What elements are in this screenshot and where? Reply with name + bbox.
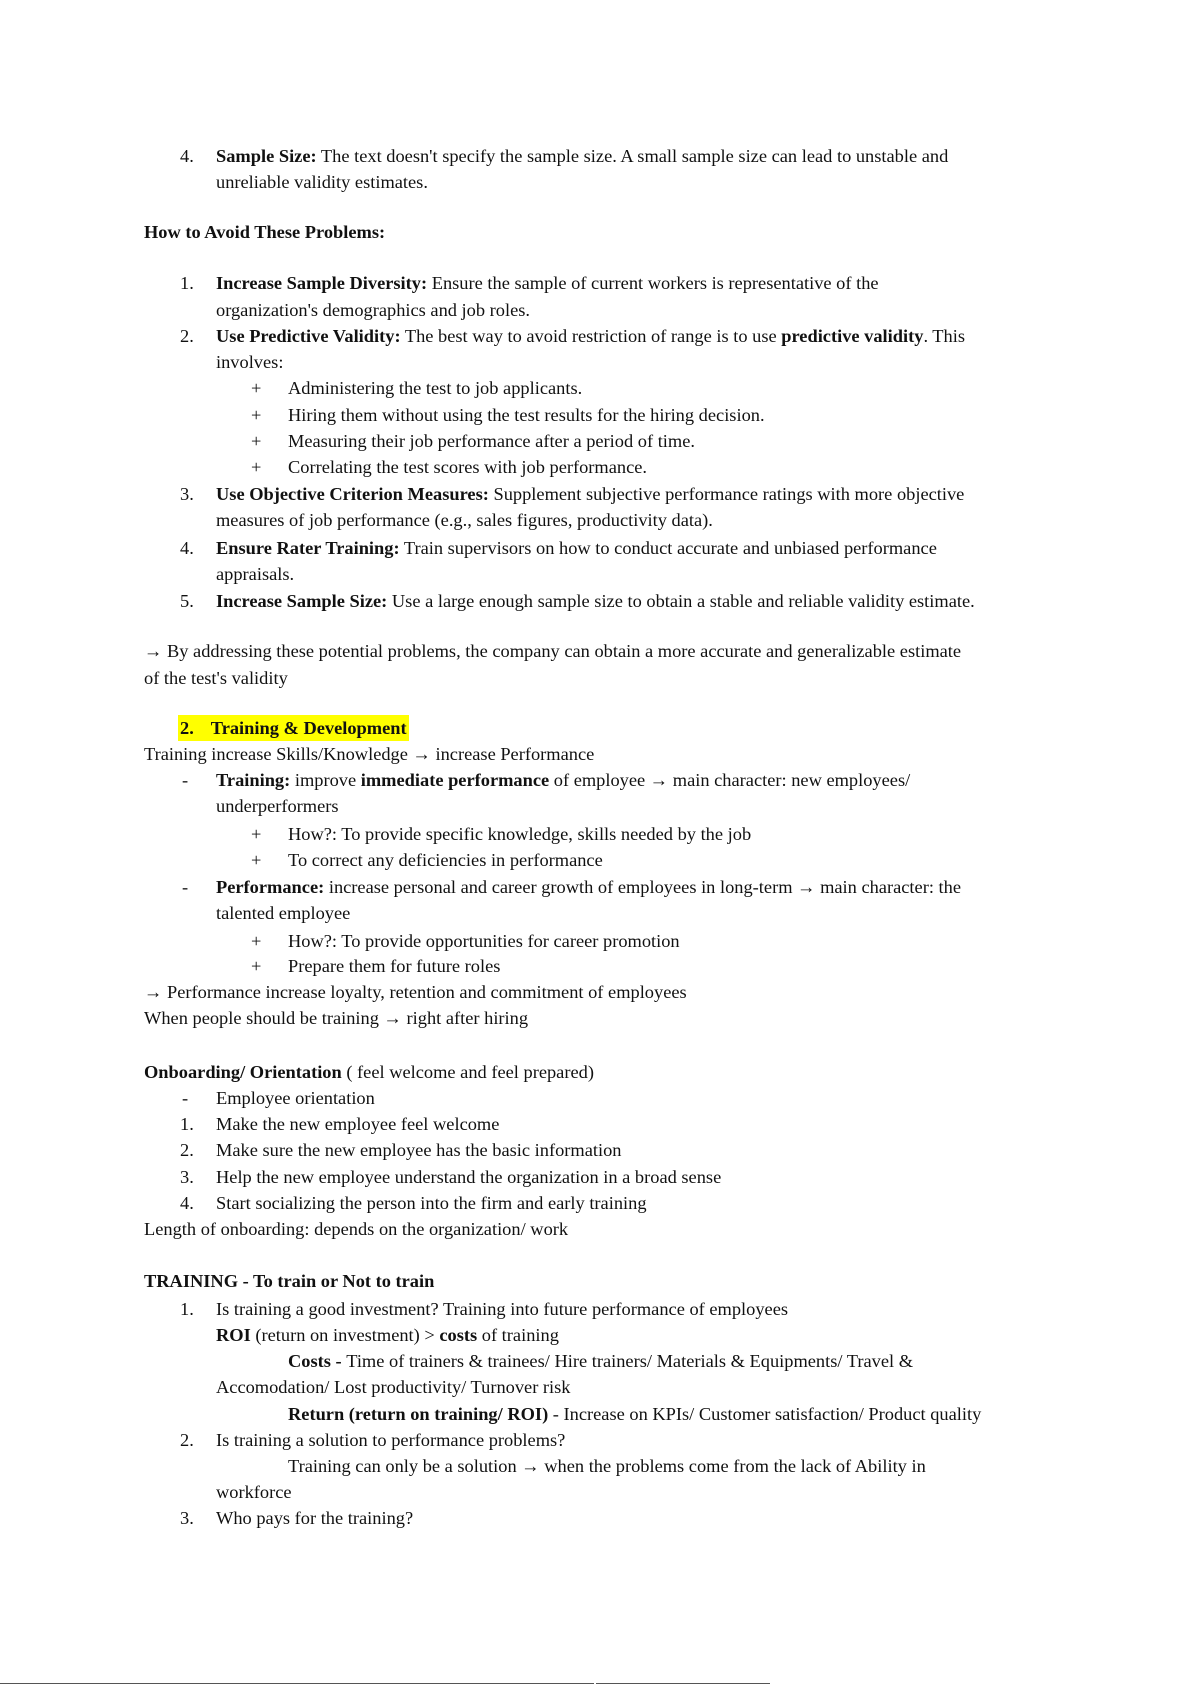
to-train-q2: Is training a solution to performance problems?	[216, 1430, 566, 1450]
list-number: 5.	[180, 591, 194, 611]
dash-bullet: -	[182, 877, 189, 897]
dash-bullet: -	[182, 1088, 189, 1108]
return-text: - Increase on KPIs/ Customer satisfaction/ Product quality	[548, 1404, 982, 1424]
item-label: Training:	[216, 770, 291, 790]
plus-bullet: +	[251, 378, 262, 398]
section-heading-training-development	[178, 715, 409, 741]
problem-item-4-text	[216, 143, 948, 169]
training-item-cont: underperformers	[216, 796, 339, 816]
sub-item: Correlating the test scores with job performance.	[288, 457, 648, 477]
performance-item	[216, 874, 961, 900]
sub-item: How?: To provide specific knowledge, skills needed by the job	[288, 824, 752, 844]
avoid-item-1-cont: organization's demographics and job roles.	[216, 300, 531, 320]
training-note-2: When people should be training → right after hiring	[144, 1008, 529, 1028]
training-item	[216, 767, 910, 793]
q2-answer: Training can only be a solution → when the problems come from the lack of Ability in	[288, 1456, 926, 1476]
list-number: 1.	[180, 1114, 194, 1134]
list-number: 1.	[180, 1299, 194, 1319]
item-text-end: of employee → main character: new employees/	[549, 770, 911, 790]
plus-bullet: +	[251, 405, 262, 425]
list-number: 3.	[180, 484, 194, 504]
plus-bullet: +	[251, 931, 262, 951]
avoid-heading: How to Avoid These Problems:	[144, 222, 386, 242]
avoid-item-1	[216, 270, 879, 296]
item-label: Sample Size:	[216, 146, 317, 166]
sub-item: How?: To provide opportunities for career promotion	[288, 931, 680, 951]
item-label: Increase Sample Size:	[216, 591, 388, 611]
return-line	[288, 1401, 981, 1427]
list-number: 4.	[180, 146, 194, 166]
item-label: Use Predictive Validity:	[216, 326, 401, 346]
list-number: 2.	[180, 326, 194, 346]
avoid-conclusion: → By addressing these potential problems, the company can obtain a more accurate and generalizable estimate	[144, 641, 962, 661]
section-title: Training & Development	[210, 718, 407, 738]
onboarding-item: Make sure the new employee has the basic information	[216, 1140, 622, 1160]
problem-item-4-text-cont: unreliable validity estimates.	[216, 172, 428, 192]
avoid-item-5	[216, 588, 975, 614]
training-intro: Training increase Skills/Knowledge → increase Performance	[144, 744, 595, 764]
sub-item: Hiring them without using the test results for the hiring decision.	[288, 405, 765, 425]
avoid-item-2	[216, 323, 965, 349]
plus-bullet: +	[251, 850, 262, 870]
plus-bullet: +	[251, 431, 262, 451]
item-text: The text doesn't specify the sample size. A small sample size can lead to unstable and	[316, 146, 949, 166]
avoid-item-2-cont: involves:	[216, 352, 284, 372]
item-text: improve	[290, 770, 361, 790]
performance-item-cont: talented employee	[216, 903, 351, 923]
list-number: 3.	[180, 1167, 194, 1187]
heading-note: ( feel welcome and feel prepared)	[341, 1062, 594, 1082]
avoid-item-3	[216, 481, 964, 507]
avoid-item-4-cont: appraisals.	[216, 564, 295, 584]
item-text: Ensure the sample of current workers is representative of the	[427, 273, 879, 293]
list-number: 1.	[180, 273, 194, 293]
dash-bullet: -	[182, 770, 189, 790]
list-number: 3.	[180, 1508, 194, 1528]
plus-bullet: +	[251, 824, 262, 844]
roi-costs: costs	[439, 1325, 478, 1345]
onboarding-dash-item: Employee orientation	[216, 1088, 375, 1108]
to-train-q3: Who pays for the training?	[216, 1508, 414, 1528]
onboarding-item: Make the new employee feel welcome	[216, 1114, 500, 1134]
avoid-conclusion-cont: of the test's validity	[144, 668, 288, 688]
list-number: 2.	[180, 1140, 194, 1160]
problem-item-4	[180, 143, 194, 169]
item-label: Increase Sample Diversity:	[216, 273, 428, 293]
item-label: Performance:	[216, 877, 325, 897]
roi-label: ROI	[216, 1325, 251, 1345]
roi-line	[216, 1322, 559, 1348]
sub-item: To correct any deficiencies in performance	[288, 850, 603, 870]
onboarding-item: Start socializing the person into the firm and early training	[216, 1193, 647, 1213]
plus-bullet: +	[251, 457, 262, 477]
onboarding-length: Length of onboarding: depends on the organization/ work	[144, 1219, 569, 1239]
to-train-q1: Is training a good investment? Training into future performance of employees	[216, 1299, 789, 1319]
item-text: The best way to avoid restriction of range is to use	[400, 326, 782, 346]
list-number: 4.	[180, 1193, 194, 1213]
item-text: Train supervisors on how to conduct accurate and unbiased performance	[399, 538, 937, 558]
list-number: 2.	[180, 1430, 194, 1450]
sub-item: Administering the test to job applicants.	[288, 378, 583, 398]
onboarding-item: Help the new employee understand the organization in a broad sense	[216, 1167, 722, 1187]
list-number: 4.	[180, 538, 194, 558]
onboarding-heading	[144, 1059, 594, 1085]
sub-item: Prepare them for future roles	[288, 956, 501, 976]
avoid-item-4	[216, 535, 937, 561]
to-train-heading: TRAINING - To train or Not to train	[144, 1271, 435, 1291]
plus-bullet: +	[251, 956, 262, 976]
roi-tail: of training	[477, 1325, 559, 1345]
costs-line-cont: Accomodation/ Lost productivity/ Turnover risk	[216, 1377, 571, 1397]
heading-text: Onboarding/ Orientation	[144, 1062, 342, 1082]
item-text-end: . This	[923, 326, 965, 346]
item-text: Supplement subjective performance ratings with more objective	[488, 484, 965, 504]
item-label: Ensure Rater Training:	[216, 538, 400, 558]
page-bottom-rule	[0, 1683, 594, 1684]
item-text: increase personal and career growth of employees in long-term → main character: the	[324, 877, 961, 897]
roi-text: (return on investment) >	[250, 1325, 440, 1345]
q2-answer-cont: workforce	[216, 1482, 292, 1502]
sub-item: Measuring their job performance after a period of time.	[288, 431, 695, 451]
page-bottom-rule-segment	[596, 1683, 770, 1684]
avoid-item-3-cont: measures of job performance (e.g., sales figures, productivity data).	[216, 510, 713, 530]
section-number: 2.	[180, 718, 194, 738]
costs-label: Costs -	[288, 1351, 347, 1371]
costs-line	[288, 1348, 913, 1374]
item-text: Use a large enough sample size to obtain a stable and reliable validity estimate.	[387, 591, 975, 611]
item-bold-term: immediate performance	[360, 770, 550, 790]
training-note-1: → Performance increase loyalty, retention and commitment of employees	[144, 982, 687, 1002]
costs-text: Time of trainers & trainees/ Hire trainers/ Materials & Equipments/ Travel &	[346, 1351, 914, 1371]
item-label: Use Objective Criterion Measures:	[216, 484, 489, 504]
return-label: Return (return on training/ ROI)	[288, 1404, 549, 1424]
item-bold-term: predictive validity	[781, 326, 924, 346]
